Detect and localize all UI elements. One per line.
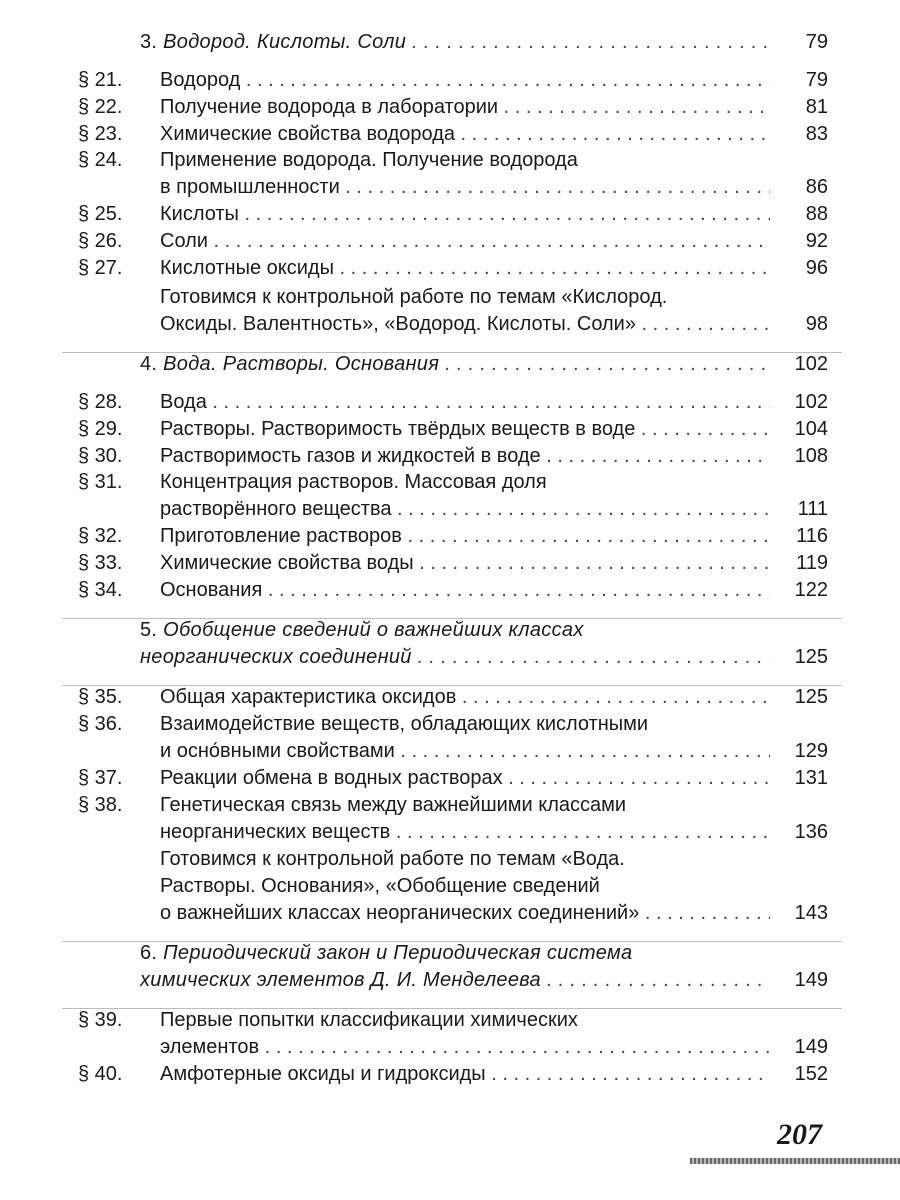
toc-title: в промышленности . . . bbox=[160, 173, 770, 201]
toc-section-number: § 36. bbox=[78, 713, 123, 735]
toc-chapter-line bbox=[72, 966, 832, 994]
toc-title: Химические свойства воды . . . bbox=[160, 549, 770, 577]
toc-section-number: § 30. bbox=[78, 445, 123, 467]
toc-entry bbox=[72, 522, 832, 550]
toc-title: растворённого вещества . . . bbox=[160, 495, 770, 523]
toc-page-number: 129 bbox=[794, 740, 828, 762]
toc-title: и осно́вными свойствами . . . bbox=[160, 737, 770, 765]
toc-title: Взаимодействие веществ, обладающих кислотными bbox=[160, 713, 649, 735]
toc-entry bbox=[72, 791, 832, 819]
toc-section-number: § 37. bbox=[78, 767, 123, 789]
toc-page-number: 102 bbox=[794, 353, 828, 375]
toc-title: элементов . . . bbox=[160, 1033, 770, 1061]
toc-entry bbox=[72, 495, 832, 523]
toc-title: Концентрация растворов. Массовая доля bbox=[160, 471, 547, 493]
toc-page-number: 104 bbox=[794, 418, 828, 440]
toc-section-number: § 35. bbox=[78, 686, 123, 708]
toc-section-number: § 22. bbox=[78, 96, 123, 118]
footer-rule bbox=[690, 1158, 900, 1164]
toc-title: Применение водорода. Получение водорода bbox=[160, 149, 578, 171]
toc-entry bbox=[72, 120, 832, 148]
toc-section-number: § 34. bbox=[78, 579, 123, 601]
toc-chapter-number: 6. bbox=[140, 942, 164, 964]
toc-chapter-number: 5. bbox=[140, 619, 164, 641]
toc-entry bbox=[72, 576, 832, 604]
toc-page-number: 143 bbox=[794, 902, 828, 924]
toc-page-number: 98 bbox=[805, 313, 828, 335]
toc-entry bbox=[72, 549, 832, 577]
toc-page-number: 149 bbox=[794, 1036, 828, 1058]
toc-entry bbox=[72, 93, 832, 121]
toc-entry bbox=[72, 710, 832, 738]
page-number: 207 bbox=[777, 1118, 822, 1151]
toc-title: неорганических соединений . . . bbox=[140, 643, 770, 671]
toc-entry bbox=[72, 227, 832, 255]
toc-title: Оксиды. Валентность», «Водород. Кислоты. Соли» . . . bbox=[160, 310, 770, 338]
toc-page-number: 81 bbox=[805, 96, 828, 118]
toc-chapter-number: 3. bbox=[140, 31, 164, 53]
toc-title: неорганических веществ . . . bbox=[160, 818, 770, 846]
toc-title: Генетическая связь между важнейшими классами bbox=[160, 794, 627, 816]
toc-entry bbox=[72, 1006, 832, 1034]
toc-page-number: 116 bbox=[796, 525, 828, 547]
toc-entry bbox=[72, 872, 832, 900]
toc-chapter-title: Периодический закон и Периодическая система bbox=[163, 942, 633, 964]
toc-page-number: 92 bbox=[805, 230, 828, 252]
toc-title: Готовимся к контрольной работе по темам «Кислород. bbox=[160, 286, 668, 308]
toc-entry bbox=[72, 1060, 832, 1088]
toc-page-number: 136 bbox=[794, 821, 828, 843]
toc-title: Основания . . . bbox=[160, 576, 770, 604]
toc-title: Растворы. Основания», «Обобщение сведений bbox=[160, 875, 600, 897]
toc-section-number: § 28. bbox=[78, 391, 123, 413]
toc-chapter-number: 4. bbox=[140, 353, 164, 375]
toc-title: Водород . . . bbox=[160, 66, 770, 94]
toc-page-number: 149 bbox=[794, 969, 828, 991]
toc-page-number: 125 bbox=[794, 686, 828, 708]
toc-title: о важнейших классах неорганических соединений» . . . bbox=[160, 899, 770, 927]
toc-page-number: 83 bbox=[805, 123, 828, 145]
toc-entry bbox=[72, 737, 832, 765]
toc-page-number: 122 bbox=[794, 579, 828, 601]
toc-entry bbox=[72, 283, 832, 311]
toc-page-number: 119 bbox=[796, 552, 828, 574]
toc-chapter-line bbox=[72, 939, 832, 967]
toc-title bbox=[140, 616, 770, 644]
toc-chapter-title: Обобщение сведений о важнейших классах bbox=[163, 619, 584, 641]
toc-section-number: § 24. bbox=[78, 149, 123, 171]
toc-chapter-title: Водород. Кислоты. Соли bbox=[163, 31, 407, 53]
toc-page-number: 131 bbox=[794, 767, 828, 789]
toc-page-number: 125 bbox=[794, 646, 828, 668]
toc-title: Общая характеристика оксидов . . . bbox=[160, 683, 770, 711]
toc-title: Соли . . . bbox=[160, 227, 770, 255]
toc-section-number: § 26. bbox=[78, 230, 123, 252]
toc-entry bbox=[72, 254, 832, 282]
toc-section-number: § 25. bbox=[78, 203, 123, 225]
toc-page-number: 108 bbox=[794, 445, 828, 467]
toc-title: Первые попытки классификации химических bbox=[160, 1009, 578, 1031]
toc-title: Вода . . . bbox=[160, 388, 770, 416]
toc-entry bbox=[72, 310, 832, 338]
toc-entry bbox=[72, 146, 832, 174]
toc-entry bbox=[72, 899, 832, 927]
toc-section-number: § 29. bbox=[78, 418, 123, 440]
toc-page-number: 111 bbox=[797, 498, 828, 520]
toc-section-number: § 21. bbox=[78, 69, 123, 91]
toc-section-number: § 23. bbox=[78, 123, 123, 145]
toc-page-number: 88 bbox=[805, 203, 828, 225]
toc-entry bbox=[72, 764, 832, 792]
toc-entry bbox=[72, 1033, 832, 1061]
toc-section-number: § 38. bbox=[78, 794, 123, 816]
toc-entry bbox=[72, 200, 832, 228]
toc-entry bbox=[72, 66, 832, 94]
toc-entry bbox=[72, 388, 832, 416]
toc-title: Растворимость газов и жидкостей в воде . . . bbox=[160, 442, 770, 470]
toc-title: Готовимся к контрольной работе по темам «Вода. bbox=[160, 848, 625, 870]
toc-entry bbox=[72, 845, 832, 873]
toc-page-number: 102 bbox=[794, 391, 828, 413]
toc-page-number: 86 bbox=[805, 176, 828, 198]
toc-section-number: § 40. bbox=[78, 1063, 123, 1085]
toc-entry bbox=[72, 683, 832, 711]
toc-section-number: § 33. bbox=[78, 552, 123, 574]
toc-section-number: § 31. bbox=[78, 471, 123, 493]
toc-title: Реакции обмена в водных растворах . . . bbox=[160, 764, 770, 792]
toc-chapter-title: Вода. Растворы. Основания bbox=[163, 353, 440, 375]
toc-title bbox=[140, 28, 770, 56]
toc-chapter-line bbox=[72, 350, 832, 378]
toc-page-number: 152 bbox=[794, 1063, 828, 1085]
toc-chapter-line bbox=[72, 616, 832, 644]
toc-section-number: § 39. bbox=[78, 1009, 123, 1031]
toc-entry bbox=[72, 442, 832, 470]
toc-title: Приготовление растворов . . . bbox=[160, 522, 770, 550]
toc-title: Кислоты . . . bbox=[160, 200, 770, 228]
toc-entry bbox=[72, 415, 832, 443]
toc-entry bbox=[72, 468, 832, 496]
toc-page-number: 79 bbox=[805, 69, 828, 91]
toc-page-number: 96 bbox=[805, 257, 828, 279]
toc-title bbox=[140, 939, 770, 967]
toc-entry bbox=[72, 173, 832, 201]
toc-title: Кислотные оксиды . . . bbox=[160, 254, 770, 282]
toc-section-number: § 32. bbox=[78, 525, 123, 547]
toc-title: Химические свойства водорода . . . bbox=[160, 120, 770, 148]
toc-chapter-line bbox=[72, 643, 832, 671]
toc-chapter-line bbox=[72, 28, 832, 56]
toc-page-number: 79 bbox=[805, 31, 828, 53]
toc-title: Получение водорода в лаборатории . . . bbox=[160, 93, 770, 121]
toc-title: Амфотерные оксиды и гидроксиды . . . bbox=[160, 1060, 770, 1088]
toc-title: химических элементов Д. И. Менделеева . . . bbox=[140, 966, 770, 994]
toc-title: Растворы. Растворимость твёрдых веществ в воде . . . bbox=[160, 415, 770, 443]
toc-entry bbox=[72, 818, 832, 846]
toc-section-number: § 27. bbox=[78, 257, 123, 279]
toc-title bbox=[140, 350, 770, 378]
